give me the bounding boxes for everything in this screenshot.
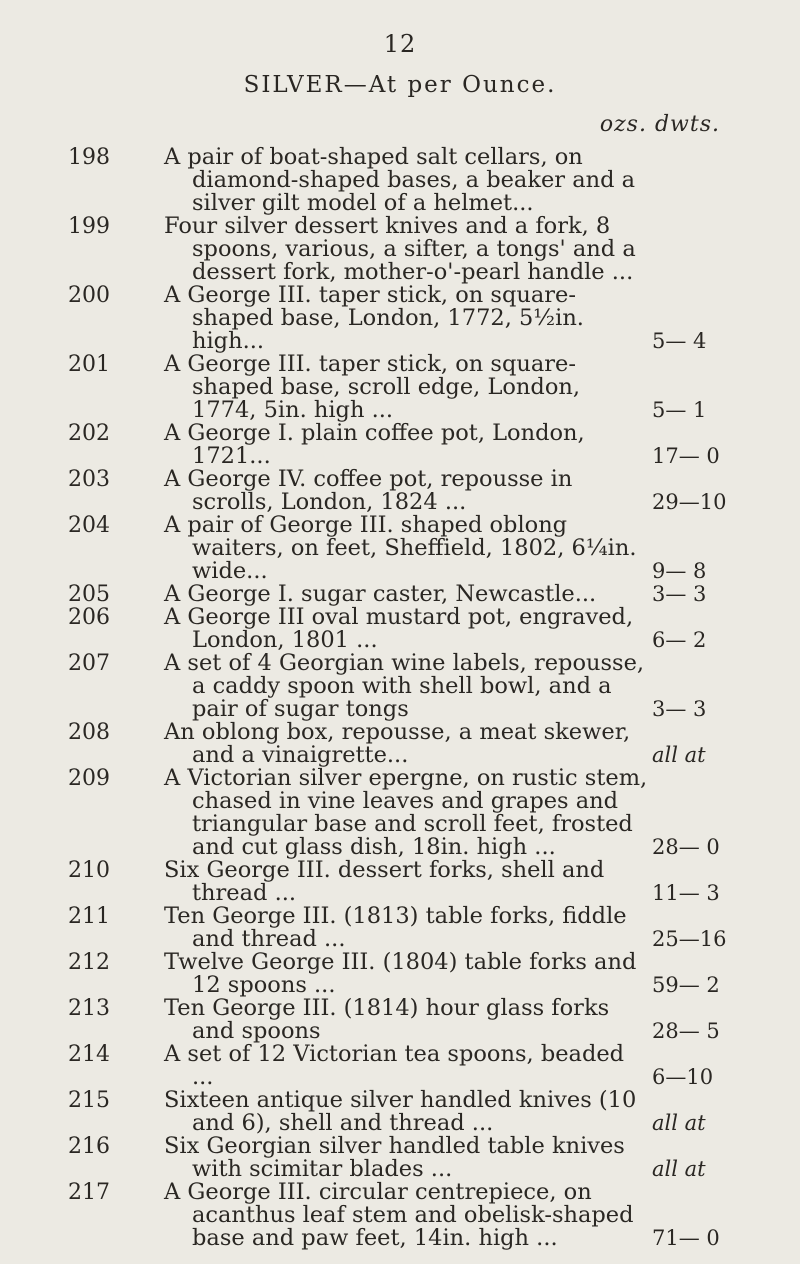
lot-weight: 28— 0 xyxy=(652,835,720,859)
lot-description: A George IV. coffee pot, repousse in scrolls, London, 1824 ... xyxy=(164,466,573,515)
lot-number: 209 xyxy=(68,766,110,791)
lot-number: 205 xyxy=(68,582,110,607)
lot-weight: 6—10 xyxy=(652,1065,714,1089)
lot-number: 216 xyxy=(68,1134,110,1159)
lot-description: Twelve George III. (1804) table forks and 12 spoons ... xyxy=(164,949,637,998)
lot-weight: all at xyxy=(652,1111,706,1135)
lot-list xyxy=(68,146,748,1250)
lot-description: Ten George III. (1814) hour glass forks and spoons xyxy=(164,995,610,1044)
lot-entry xyxy=(68,284,748,353)
lot-description: A George III oval mustard pot, engraved, London, 1801 ... xyxy=(164,604,634,653)
lot-entry xyxy=(68,767,748,859)
lot-entry xyxy=(68,583,748,606)
lot-description: A pair of boat-shaped salt cellars, on diamond-shaped bases, a beaker and a silver gilt model of a helmet... xyxy=(164,144,636,216)
lot-weight: 3— 3 xyxy=(652,582,707,606)
lot-entry xyxy=(68,951,748,997)
lot-entry xyxy=(68,1089,748,1135)
lot-weight: 11— 3 xyxy=(652,881,720,905)
lot-weight: 6— 2 xyxy=(652,628,707,652)
lot-weight: all at xyxy=(652,1157,706,1181)
lot-weight: 17— 0 xyxy=(652,444,720,468)
page-number: 12 xyxy=(383,30,417,58)
lot-entry xyxy=(68,1043,748,1089)
lot-number: 202 xyxy=(68,421,110,446)
lot-number: 211 xyxy=(68,904,110,929)
lot-weight: 29—10 xyxy=(652,490,727,514)
lot-description: An oblong box, repousse, a meat skewer, and a vinaigrette... xyxy=(164,719,631,768)
lot-number: 212 xyxy=(68,950,110,975)
lot-description: A George III. taper stick, on square-shaped base, scroll edge, London, 1774, 5in. high ... xyxy=(164,351,581,423)
lot-description: Four silver dessert knives and a fork, 8 spoons, various, a sifter, a tongs' and a dessert fork, mother-o'-pearl handle ... xyxy=(164,213,636,285)
running-head: SILVER—At per Ounce. xyxy=(243,72,557,98)
lot-entry xyxy=(68,514,748,583)
lot-description: A set of 12 Victorian tea spoons, beaded ... xyxy=(164,1041,625,1090)
lot-number: 204 xyxy=(68,513,110,538)
lot-entry xyxy=(68,721,748,767)
lot-entry xyxy=(68,652,748,721)
lot-number: 201 xyxy=(68,352,110,377)
lot-entry xyxy=(68,606,748,652)
lot-description: Sixteen antique silver handled knives (10 and 6), shell and thread ... xyxy=(164,1087,637,1136)
lot-weight: 5— 4 xyxy=(652,329,707,353)
lot-entry xyxy=(68,1181,748,1250)
lot-weight: 71— 0 xyxy=(652,1226,720,1250)
lot-entry xyxy=(68,422,748,468)
lot-entry xyxy=(68,1135,748,1181)
lot-description: Ten George III. (1813) table forks, fiddle and thread ... xyxy=(164,903,627,952)
lot-number: 213 xyxy=(68,996,110,1021)
lot-weight: all at xyxy=(652,743,706,767)
lot-description: A George I. sugar caster, Newcastle... xyxy=(164,581,597,607)
lot-weight: 59— 2 xyxy=(652,973,720,997)
lot-number: 215 xyxy=(68,1088,110,1113)
lot-entry xyxy=(68,468,748,514)
lot-description: A George I. plain coffee pot, London, 1721... xyxy=(164,420,585,469)
lot-entry xyxy=(68,905,748,951)
lot-number: 198 xyxy=(68,145,110,170)
lot-entry xyxy=(68,146,748,215)
lot-description: A Victorian silver epergne, on rustic stem, chased in vine leaves and grapes and triangular base and scroll feet, frosted and cut glass dish, 18in. high ... xyxy=(164,765,648,860)
lot-entry xyxy=(68,859,748,905)
lot-number: 199 xyxy=(68,214,110,239)
weight-column-header: ozs. dwts. xyxy=(599,112,720,137)
lot-description: A set of 4 Georgian wine labels, repousse, a caddy spoon with shell bowl, and a pair of sugar tongs xyxy=(164,650,645,722)
lot-number: 214 xyxy=(68,1042,110,1067)
lot-number: 200 xyxy=(68,283,110,308)
lot-number: 217 xyxy=(68,1180,110,1205)
lot-description: Six Georgian silver handled table knives with scimitar blades ... xyxy=(164,1133,625,1182)
lot-weight: 3— 3 xyxy=(652,697,707,721)
lot-number: 210 xyxy=(68,858,110,883)
lot-description: A George III. circular centrepiece, on acanthus leaf stem and obelisk-shaped base and paw feet, 14in. high ... xyxy=(164,1179,634,1251)
lot-entry xyxy=(68,353,748,422)
lot-weight: 28— 5 xyxy=(652,1019,720,1043)
lot-weight: 9— 8 xyxy=(652,559,707,583)
lot-description: Six George III. dessert forks, shell and thread ... xyxy=(164,857,605,906)
lot-entry xyxy=(68,997,748,1043)
lot-weight: 5— 1 xyxy=(652,398,707,422)
lot-number: 208 xyxy=(68,720,110,745)
lot-description: A pair of George III. shaped oblong waiters, on feet, Sheffield, 1802, 6¼in. wide... xyxy=(164,512,637,584)
lot-number: 206 xyxy=(68,605,110,630)
lot-number: 203 xyxy=(68,467,110,492)
lot-weight: 25—16 xyxy=(652,927,727,951)
lot-description: A George III. taper stick, on square-shaped base, London, 1772, 5½in. high... xyxy=(164,282,584,354)
lot-number: 207 xyxy=(68,651,110,676)
lot-entry xyxy=(68,215,748,284)
